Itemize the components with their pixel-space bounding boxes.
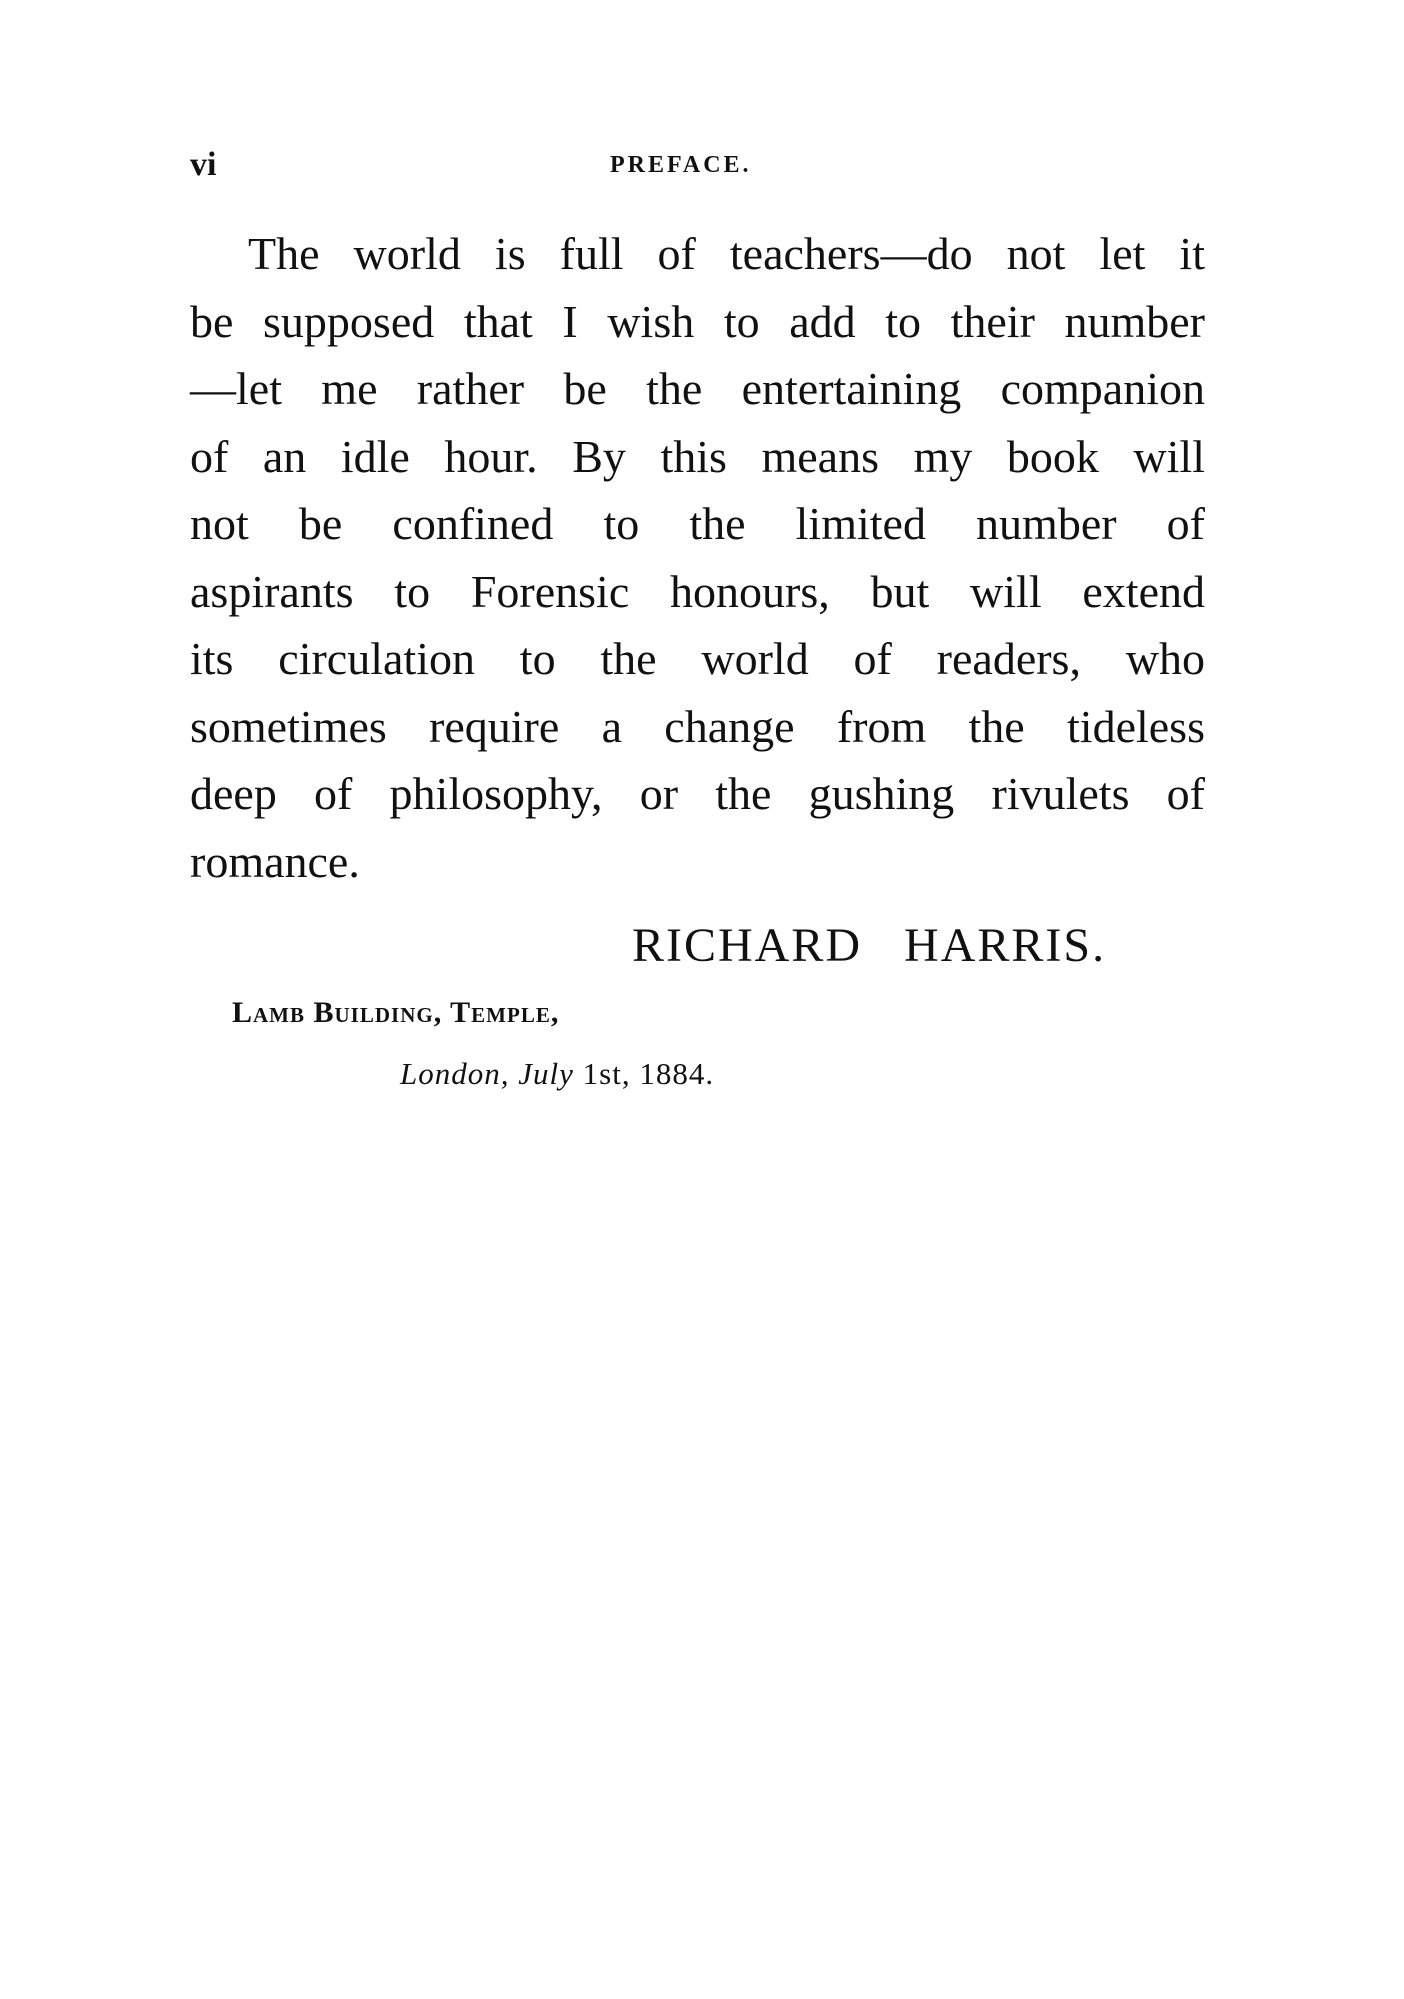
dateline-month: July (518, 1056, 574, 1091)
running-head (190, 146, 1210, 186)
preface-paragraph (190, 220, 1205, 895)
paragraph-line: of an idle hour. By this means my book will (190, 430, 1205, 482)
running-title: PREFACE. (610, 152, 752, 178)
paragraph-line: not be confined to the limited number of (190, 498, 1205, 549)
dateline-year: 1884. (639, 1056, 715, 1091)
paragraph-line: its circulation to the world of readers, who (190, 633, 1205, 684)
paragraph-line: be supposed that I wish to add to their number (190, 295, 1205, 347)
paragraph-line: romance. (190, 835, 360, 887)
dateline (400, 1056, 714, 1092)
paragraph-line: The world is full of teachers—do not let it (248, 228, 1205, 279)
paragraph-line: —let me rather be the entertaining companion (190, 363, 1205, 414)
dateline-day: 1st, (582, 1056, 631, 1091)
paragraph-line: aspirants to Forensic honours, but will extend (190, 565, 1205, 617)
dateline-city: London, (400, 1056, 510, 1091)
paragraph-line: deep of philosophy, or the gushing rivulets of (190, 768, 1205, 819)
page-number: vi (190, 146, 217, 183)
paragraph-line: sometimes require a change from the tideless (190, 700, 1205, 752)
author-signature: RICHARD HARRIS. (632, 919, 1107, 972)
author-address: Lamb Building, Temple, (232, 996, 560, 1029)
